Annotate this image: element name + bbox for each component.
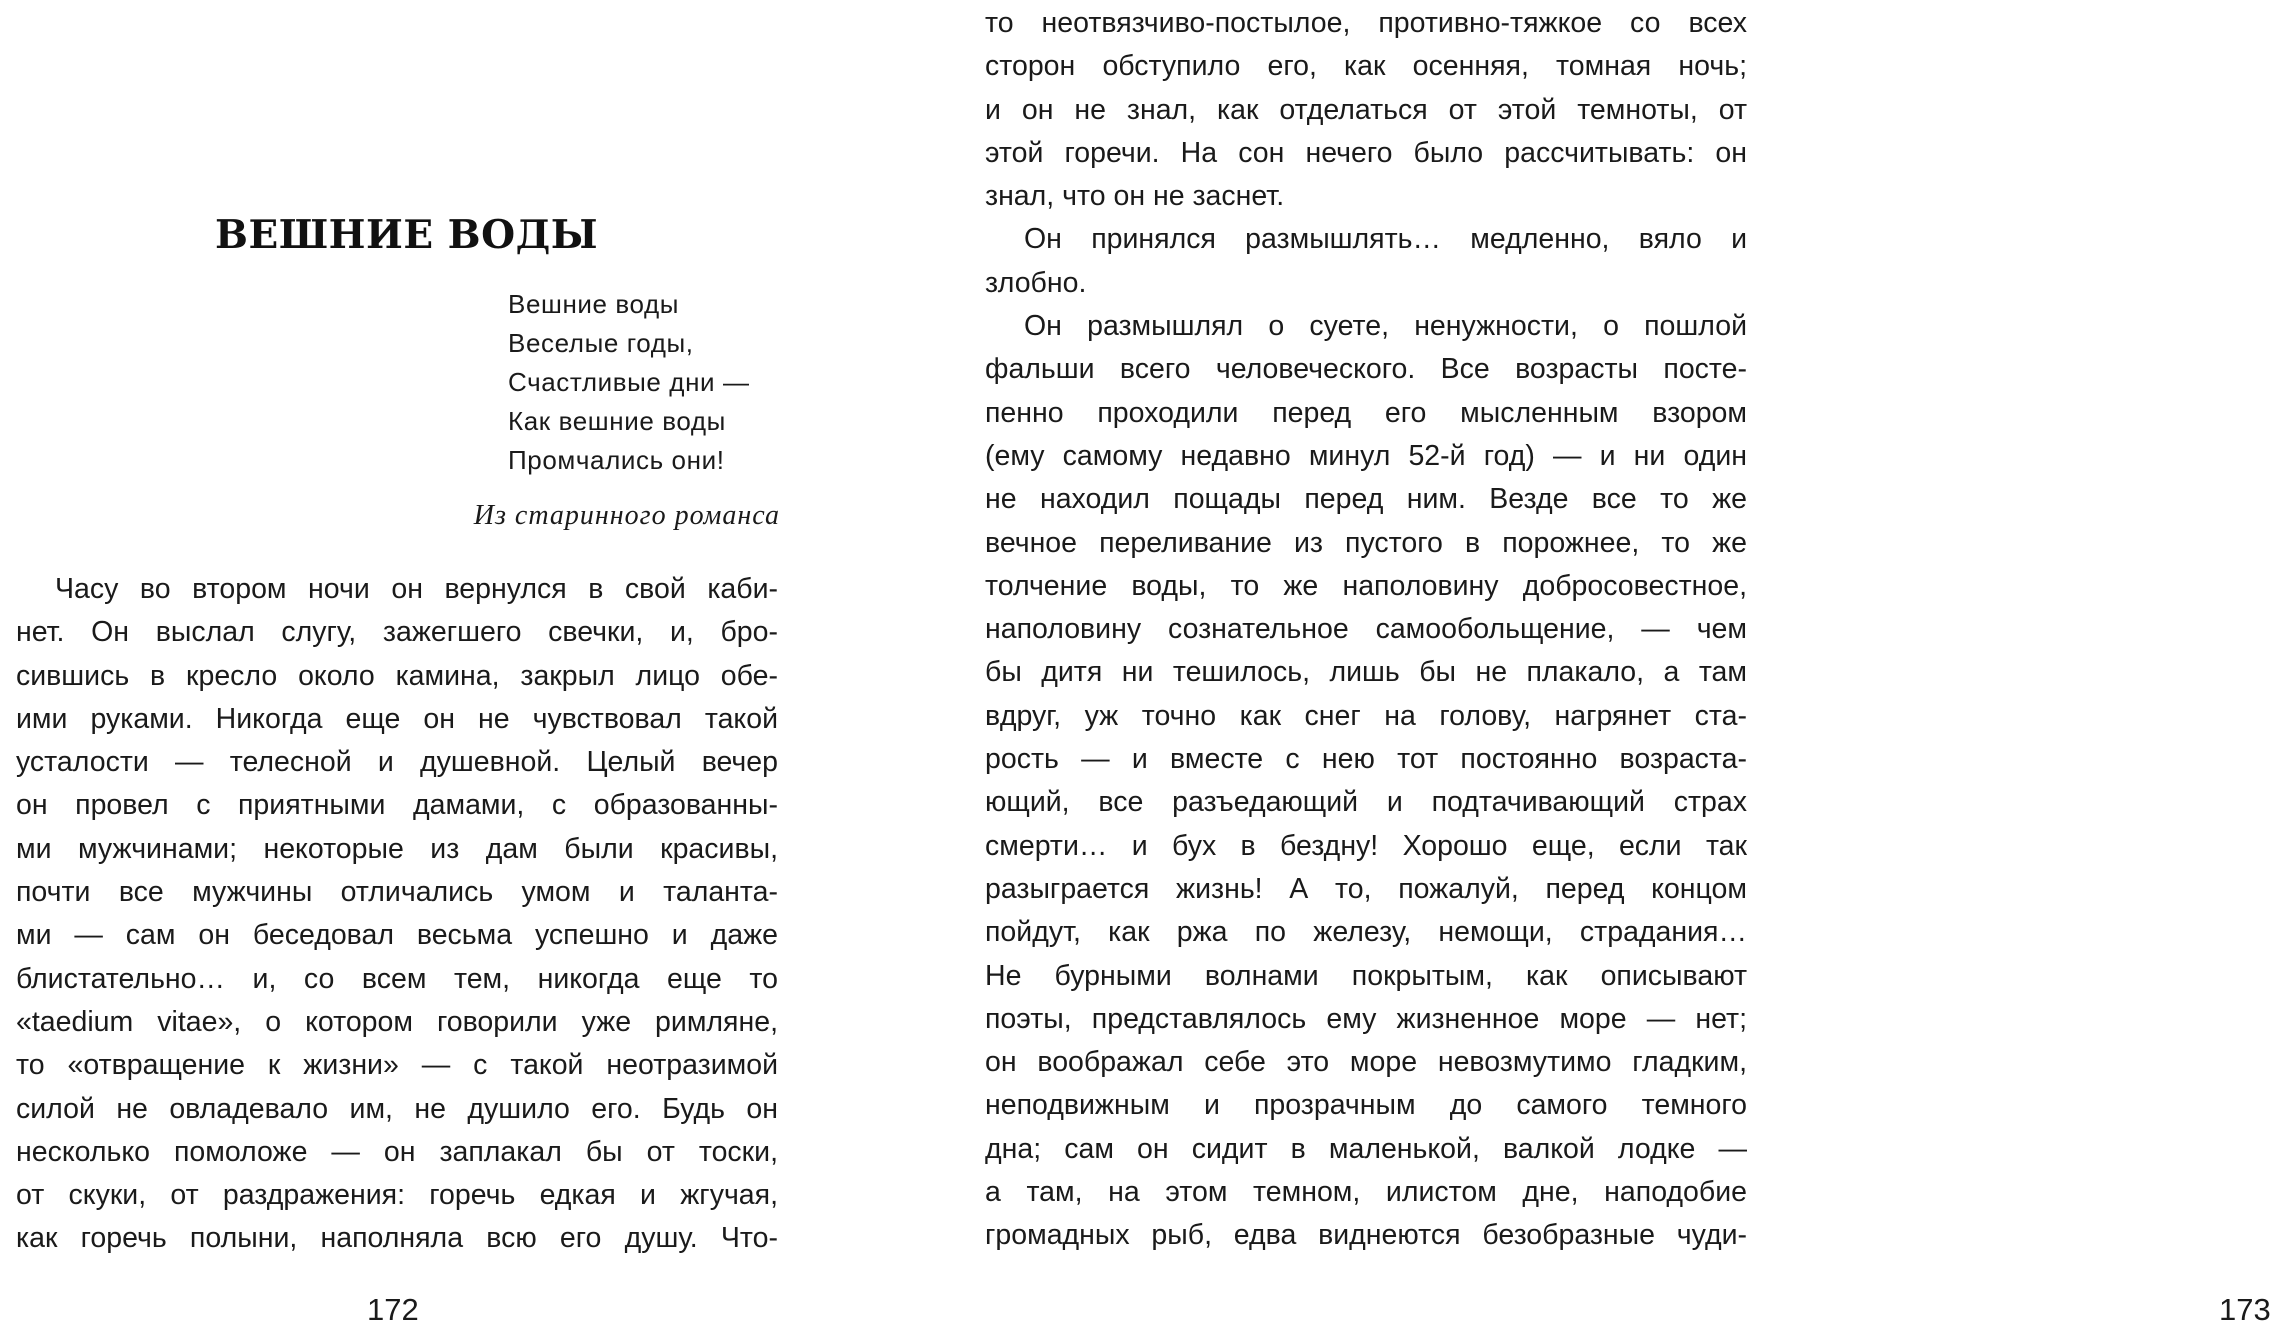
text-line: от скуки, от раздражения: горечь едкая и жгучая,	[16, 1179, 778, 1212]
page-number: 173	[2219, 1292, 2271, 1327]
text-line: вечное переливание из пустого в порожнее, то же	[985, 526, 1747, 559]
text-line: он провел с приятными дамами, с образованны-	[16, 789, 778, 822]
right-page	[882, 0, 2271, 1340]
epigraph	[508, 285, 838, 480]
text-line: неподвижным и прозрачным до самого темного	[985, 1089, 1747, 1122]
text-line: силой не овладевало им, не душило его. Будь он	[16, 1092, 778, 1125]
text-line: этой горечи. На сон нечего было рассчитывать: он	[985, 136, 1747, 169]
text-line: пенно проходили перед его мысленным взором	[985, 396, 1747, 429]
text-line: толчение воды, то же наполовину добросовестное,	[985, 569, 1747, 602]
text-line: Не бурными волнами покрытым, как описывают	[985, 959, 1747, 992]
text-line: усталости — телесной и душевной. Целый вечер	[16, 746, 778, 779]
text-line: (ему самому недавно минул 52-й год) — и ни один	[985, 439, 1747, 472]
text-line: нет. Он выслал слугу, зажегшего свечки, и, бро-	[16, 616, 778, 649]
text-line: громадных рыб, едва виднеются безобразные чуди-	[985, 1219, 1747, 1252]
text-line: ющий, все разъедающий и подтачивающий страх	[985, 786, 1747, 819]
left-page	[0, 0, 882, 1340]
text-line: дна; сам он сидит в маленькой, валкой лодке —	[985, 1132, 1747, 1165]
text-line: знал, что он не заснет.	[985, 180, 1285, 213]
text-line: сторон обступило его, как осенняя, томная ночь;	[985, 50, 1747, 83]
left-page-text	[16, 568, 778, 1261]
text-line: то неотвязчиво-постылое, противно-тяжкое со всех	[985, 7, 1747, 39]
text-line: почти все мужчины отличались умом и таланта-	[16, 876, 778, 909]
text-line: бы дитя ни тешилось, лишь бы не плакало, а там	[985, 656, 1747, 689]
text-line: и он не знал, как отделаться от этой темноты, от	[985, 93, 1747, 126]
text-line: наполовину сознательное самообольщение, — чем	[985, 613, 1747, 646]
text-line: сившись в кресло около камина, закрыл лицо обе-	[16, 659, 778, 692]
text-line: поэты, представлялось ему жизненное море — нет;	[985, 1002, 1747, 1035]
text-line: не находил пощады перед ним. Везде все то же	[985, 483, 1747, 516]
text-line: злобно.	[985, 266, 1087, 299]
epigraph-line: Промчались они!	[508, 445, 725, 475]
text-line: ми мужчинами; некоторые из дам были красивы,	[16, 832, 778, 865]
epigraph-line: Как вешние воды	[508, 406, 726, 436]
text-line: разыграется жизнь! А то, пожалуй, перед концом	[985, 872, 1747, 905]
text-line: вдруг, уж точно как снег на голову, нагрянет ста-	[985, 699, 1747, 732]
text-line: рость — и вместе с нею тот постоянно возраста-	[985, 743, 1747, 776]
text-line: Он принялся размышлять… медленно, вяло и	[1024, 223, 1747, 256]
text-line: ми — сам он беседовал весьма успешно и даже	[16, 919, 778, 952]
text-line: смерти… и бух в бездну! Хорошо еще, если так	[985, 829, 1747, 862]
text-line: фальши всего человеческого. Все возрасты посте-	[985, 353, 1747, 386]
text-line: он воображал себе это море невозмутимо гладким,	[985, 1046, 1747, 1079]
text-line: «taedium vitae», о котором говорили уже римляне,	[16, 1005, 778, 1038]
text-line: как горечь полыни, наполняла всю его душу. Что-	[16, 1222, 778, 1255]
chapter-title: ВЕШНИЕ ВОДЫ	[215, 212, 599, 258]
right-page-text	[985, 2, 1747, 1258]
text-line: то «отвращение к жизни» — с такой неотразимой	[16, 1049, 778, 1082]
text-line: ими руками. Никогда еще он не чувствовал такой	[16, 702, 778, 735]
epigraph-line: Веселые годы,	[508, 328, 694, 358]
text-line: несколько помоложе — он заплакал бы от тоски,	[16, 1135, 778, 1168]
text-line: пойдут, как ржа по железу, немощи, страдания…	[985, 916, 1747, 949]
text-line: блистательно… и, со всем тем, никогда еще то	[16, 962, 778, 995]
epigraph-source: Из старинного романса	[473, 500, 780, 531]
text-line: Он размышлял о суете, ненужности, о пошлой	[1024, 310, 1747, 343]
text-line: Часу во втором ночи он вернулся в свой каби-	[55, 573, 778, 605]
epigraph-line: Вешние воды	[508, 289, 680, 319]
text-line: а там, на этом темном, илистом дне, наподобие	[985, 1176, 1747, 1209]
epigraph-line: Счастливые дни —	[508, 367, 750, 397]
page-number: 172	[367, 1292, 419, 1327]
